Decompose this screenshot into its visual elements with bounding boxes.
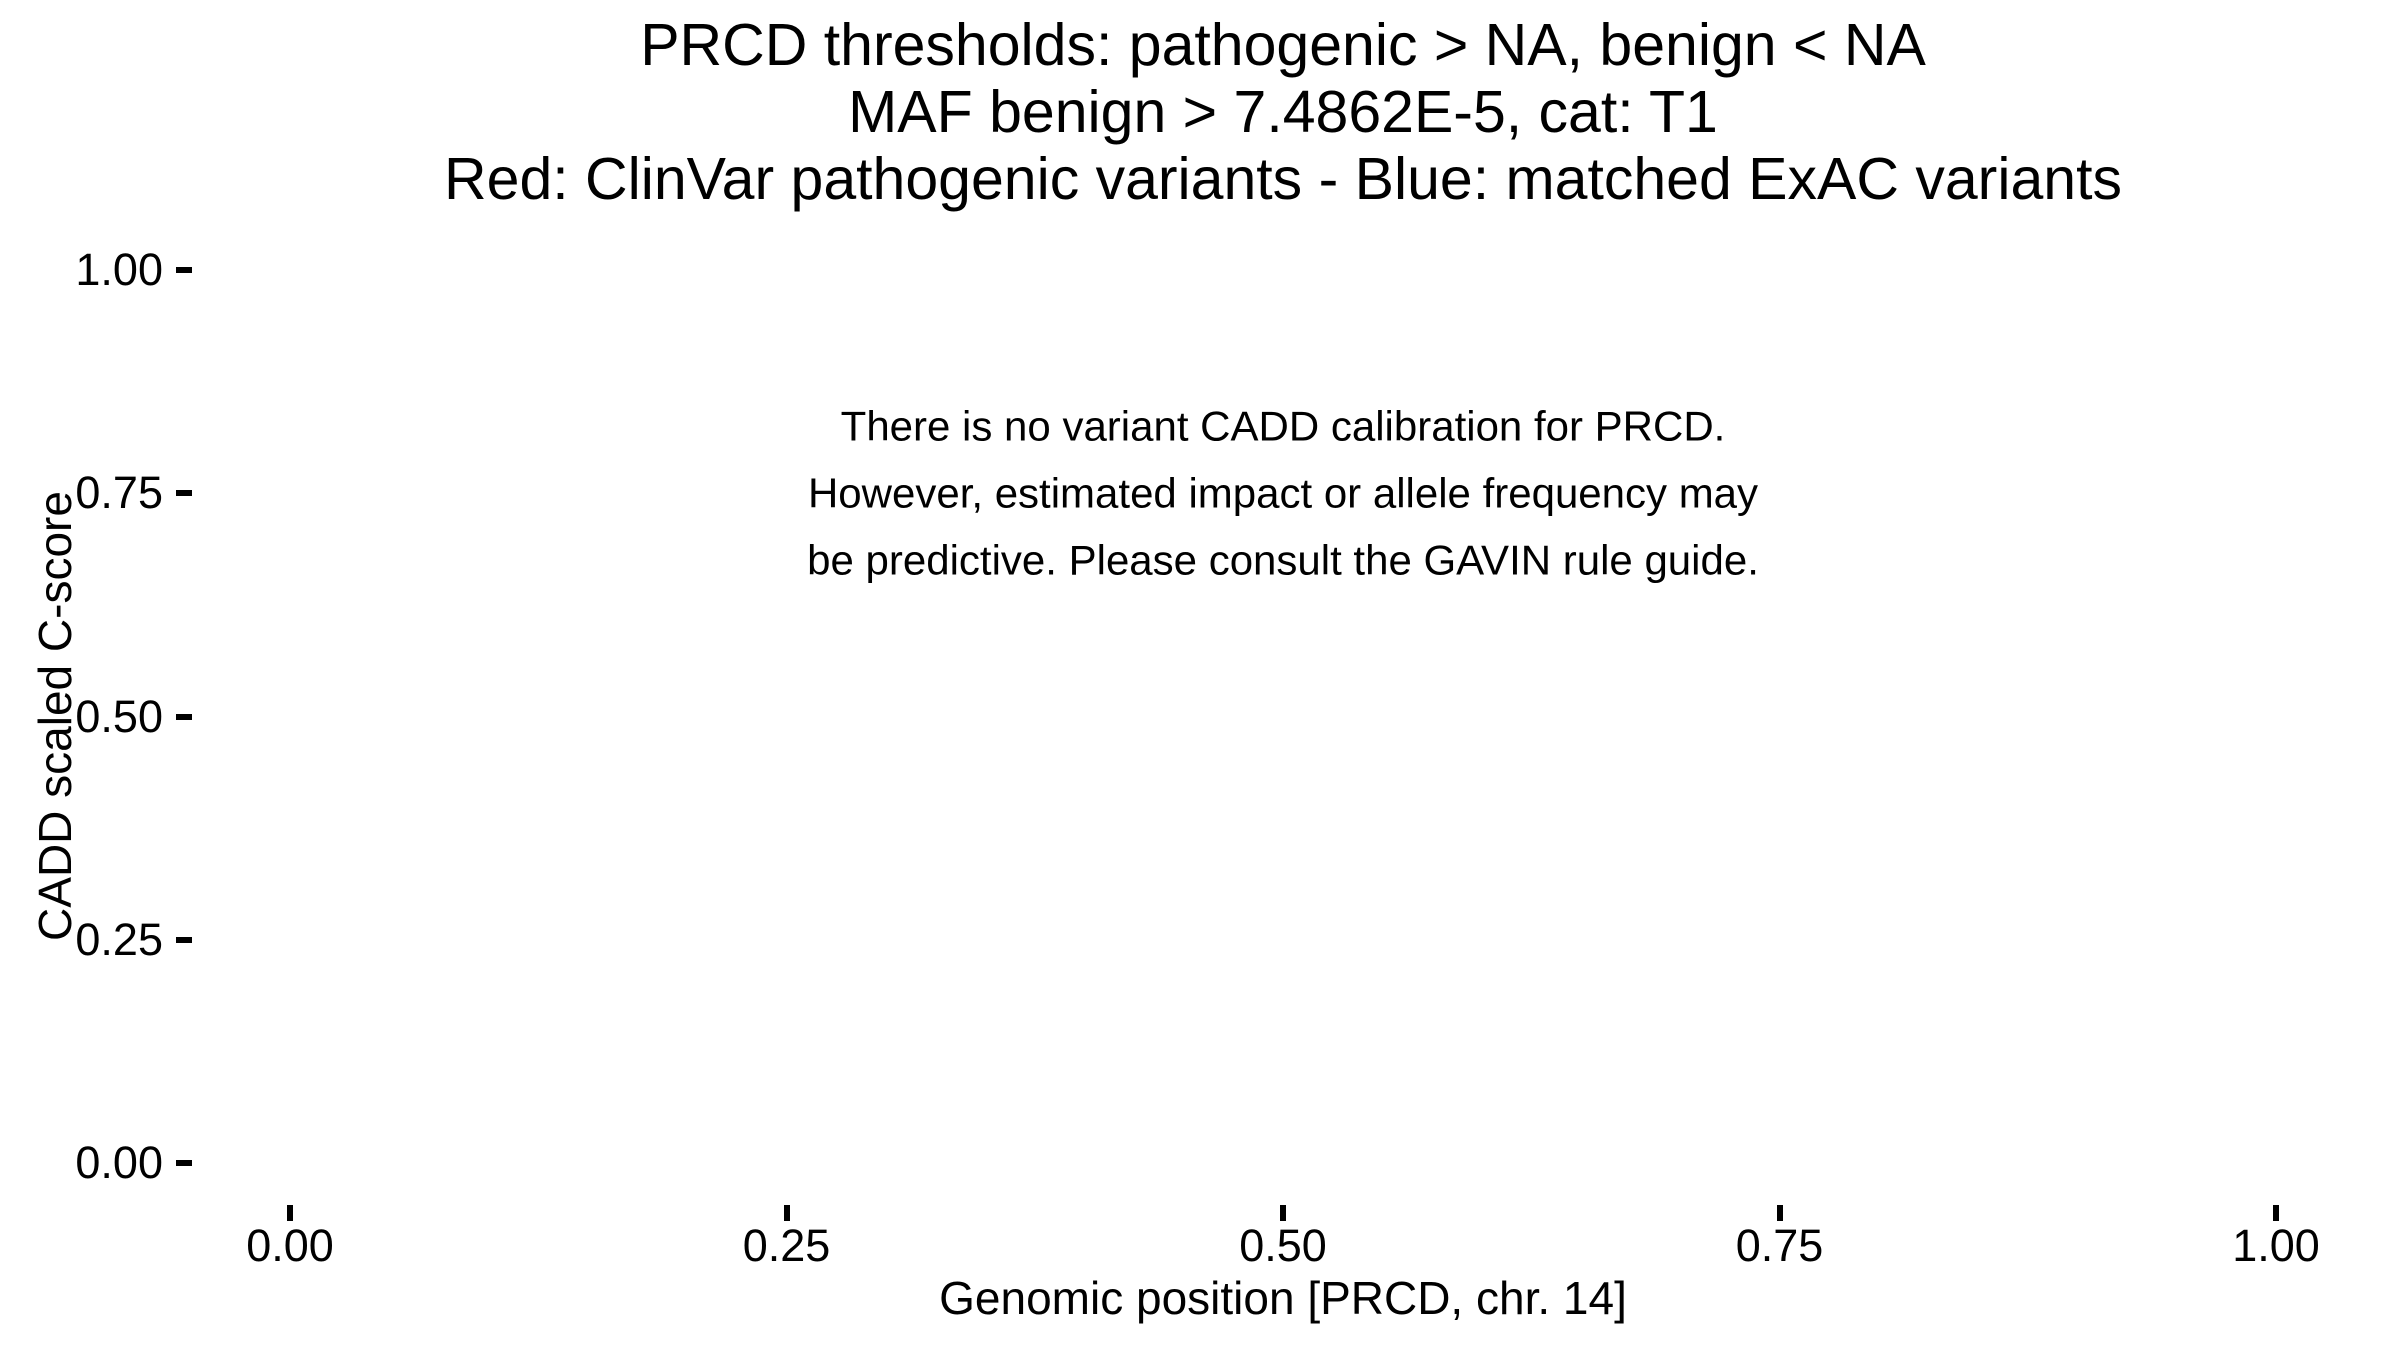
annotation-line-3: be predictive. Please consult the GAVIN rule guide. (807, 536, 1759, 584)
y-tick-label: 0.75 (75, 467, 163, 519)
x-tick-mark (287, 1205, 293, 1221)
x-tick-mark (1280, 1205, 1286, 1221)
annotation-line-1: There is no variant CADD calibration for PRCD. (840, 402, 1726, 450)
y-tick-mark (176, 490, 192, 496)
y-tick-label: 0.25 (75, 913, 163, 965)
y-tick-mark (176, 1160, 192, 1166)
y-tick-label: 1.00 (75, 244, 163, 295)
chart-title-line-2: MAF benign > 7.4862E-5, cat: T1 (848, 79, 1718, 145)
x-tick-label: 0.50 (1239, 1220, 1327, 1271)
annotation-line-2: However, estimated impact or allele frequency may (807, 469, 1759, 517)
y-tick-mark (176, 714, 192, 720)
x-tick-label: 1.00 (2232, 1220, 2320, 1271)
x-tick-label: 0.25 (742, 1220, 831, 1271)
y-tick-mark (176, 267, 192, 273)
y-tick-mark (176, 937, 192, 943)
y-tick-label: 0.00 (75, 1137, 163, 1188)
x-tick-label: 0.00 (246, 1220, 334, 1271)
x-axis-title: Genomic position [PRCD, chr. 14] (939, 1272, 1627, 1324)
y-tick-label: 0.50 (75, 690, 163, 742)
x-tick-label: 0.75 (1735, 1220, 1824, 1271)
chart-title (444, 12, 2122, 213)
chart-title-line-3: Red: ClinVar pathogenic variants - Blue: matched ExAC variants (444, 146, 2122, 212)
chart-title-line-1: PRCD thresholds: pathogenic > NA, benign < NA (640, 12, 1926, 78)
x-tick-mark (2273, 1205, 2279, 1221)
y-axis-title: CADD scaled C-score (29, 491, 81, 941)
plot-annotation (807, 393, 1759, 594)
x-tick-mark (784, 1205, 790, 1221)
x-tick-mark (1777, 1205, 1783, 1221)
